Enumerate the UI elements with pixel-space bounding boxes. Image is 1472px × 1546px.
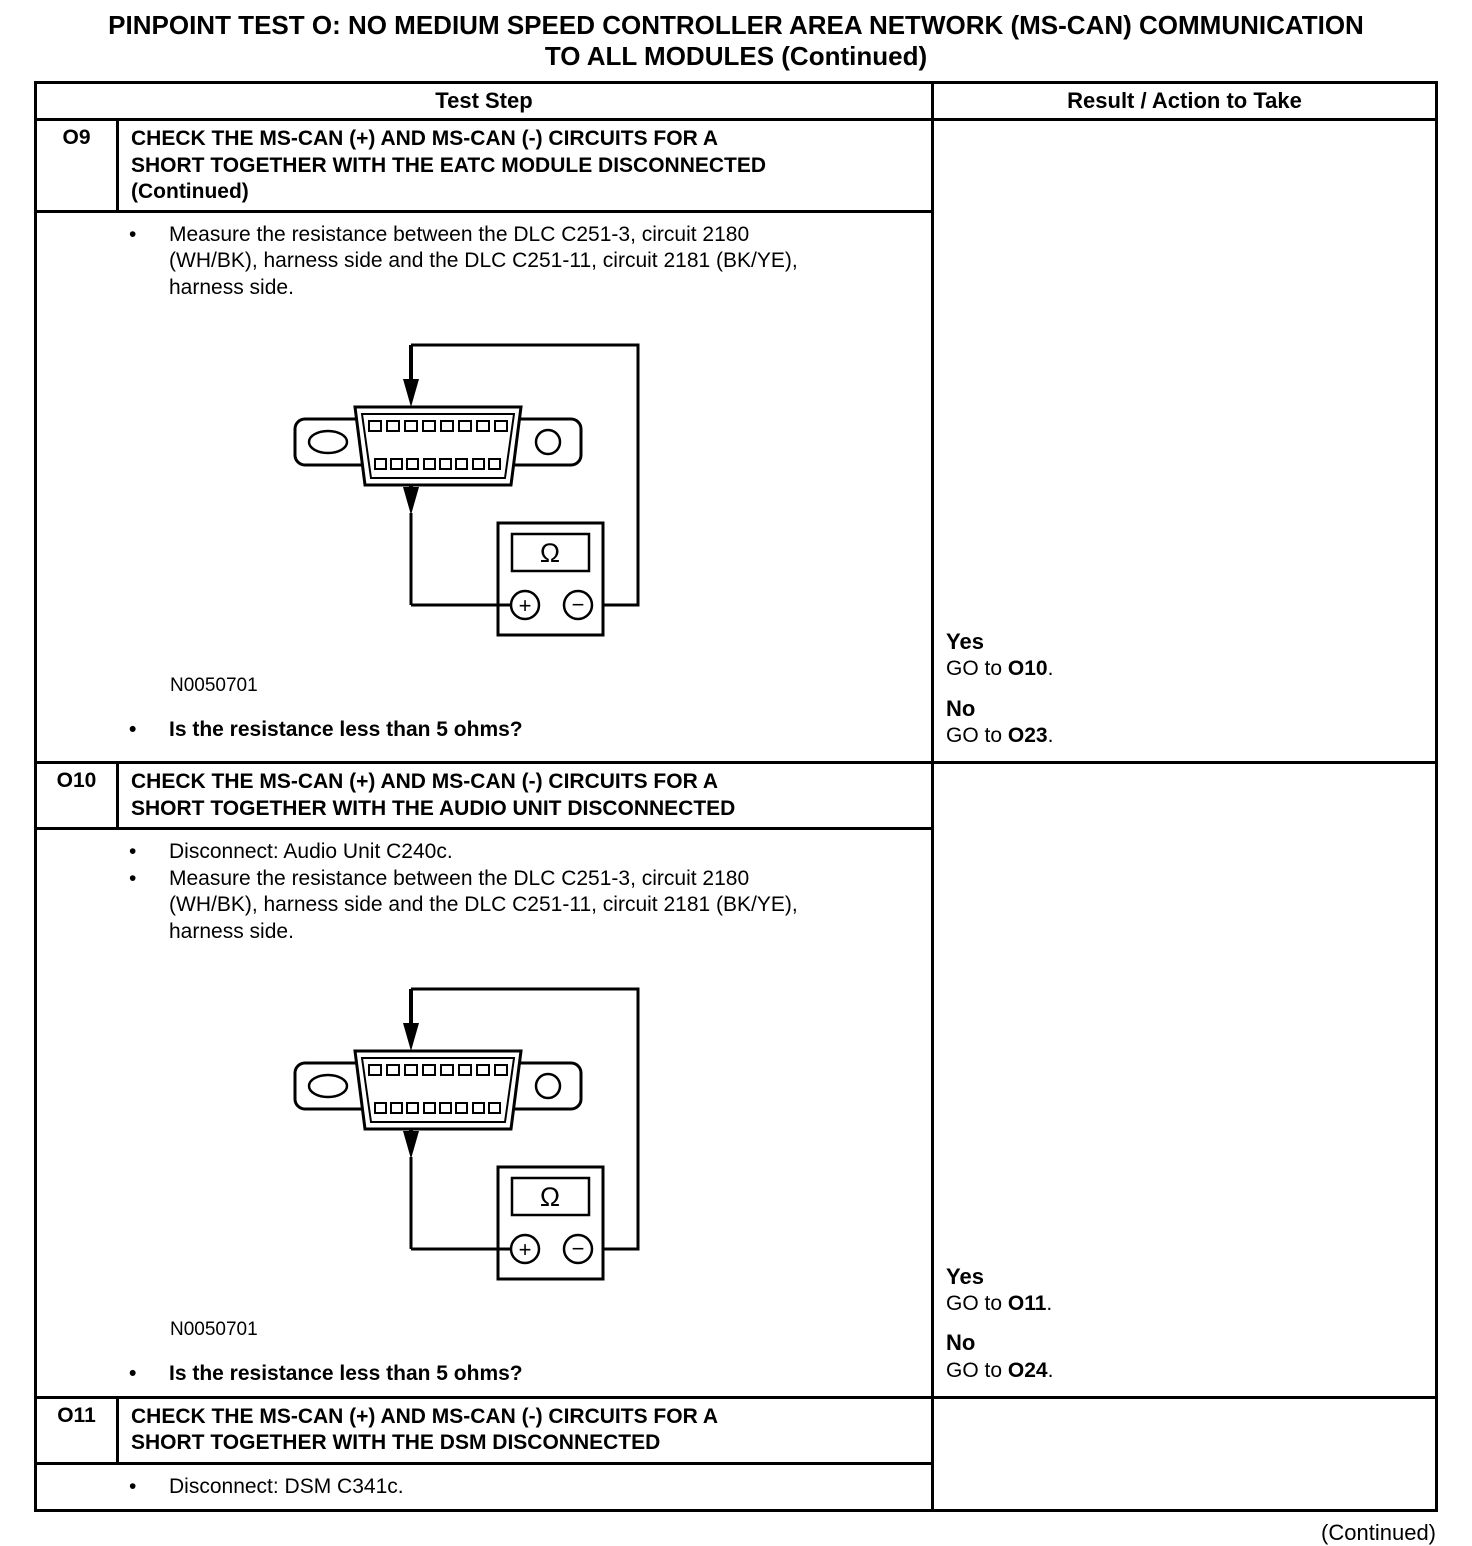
- step-id: O10: [37, 764, 119, 827]
- step-title: CHECK THE MS-CAN (+) AND MS-CAN (-) CIRCUITS FOR A SHORT TOGETHER WITH THE AUDIO UNIT DISCONNECTED: [131, 770, 736, 820]
- dlc-connector: [295, 1051, 581, 1129]
- bullet-icon: •: [129, 867, 137, 891]
- action-step-ref: O10: [1007, 657, 1048, 681]
- action-text: .: [1047, 724, 1054, 748]
- mounting-hole-icon: [536, 1074, 560, 1098]
- bullet-icon: •: [129, 717, 137, 741]
- page-title-line2: TO ALL MODULES (Continued): [544, 40, 928, 71]
- question-text: Is the resistance less than 5 ohms?: [169, 1361, 523, 1385]
- continued-footer: (Continued): [1321, 1519, 1436, 1545]
- ohm-symbol: Ω: [539, 1181, 561, 1212]
- action-text: GO to: [946, 724, 1008, 748]
- question-bullet: [129, 1361, 913, 1387]
- minus-terminal-label: −: [571, 1235, 585, 1261]
- action-text: .: [1047, 657, 1054, 681]
- result-action: [946, 655, 1423, 682]
- result-verdict: Yes: [946, 1263, 984, 1289]
- pinpoint-test-table: [34, 81, 1438, 1512]
- test-step-cell: [37, 121, 934, 761]
- ohm-symbol: Ω: [539, 537, 561, 568]
- bottom-probe-arrow-icon: [403, 1131, 419, 1159]
- bullet-icon: •: [129, 1474, 137, 1498]
- instruction-text: Measure the resistance between the DLC C251-3, circuit 2180 (WH/BK), harness side and the DLC C251-11, circuit 2181 (BK/YE), harness side.: [169, 223, 798, 299]
- instruction-bullet: [129, 1474, 913, 1500]
- bullet-icon: •: [129, 1361, 137, 1385]
- minus-terminal-label: −: [571, 591, 585, 617]
- test-step-row-o10: [37, 761, 1435, 1396]
- action-step-ref: O23: [1007, 724, 1048, 748]
- step-title: CHECK THE MS-CAN (+) AND MS-CAN (-) CIRCUITS FOR A SHORT TOGETHER WITH THE EATC MODULE DISCONNECTED (Continued): [131, 127, 767, 203]
- col-header-test-step: Test Step: [37, 84, 934, 118]
- step-title: CHECK THE MS-CAN (+) AND MS-CAN (-) CIRCUITS FOR A SHORT TOGETHER WITH THE DSM DISCONNECTED: [131, 1405, 718, 1455]
- action-step-ref: O24: [1007, 1358, 1048, 1382]
- test-step-cell: [37, 764, 934, 1396]
- dlc-ohmmeter-figure: [283, 967, 913, 1317]
- result-verdict: Yes: [946, 628, 984, 654]
- result-action: [946, 722, 1423, 749]
- result-verdict: No: [946, 1330, 976, 1356]
- instruction-bullet: [129, 222, 913, 301]
- result-action: [946, 1290, 1423, 1317]
- page-title: [34, 10, 1438, 71]
- instruction-text: Disconnect: DSM C341c.: [169, 1474, 404, 1498]
- figure-label: N0050701: [170, 1318, 258, 1340]
- top-probe-arrow-icon: [403, 1023, 419, 1051]
- dlc-ohmmeter-diagram: [283, 967, 713, 1312]
- test-step-cell: [37, 1399, 934, 1509]
- bullet-icon: •: [129, 839, 137, 863]
- result-no: [946, 1329, 1423, 1384]
- result-cell: [934, 1399, 1435, 1509]
- result-action: [946, 1357, 1423, 1384]
- plus-terminal-label: +: [518, 592, 532, 618]
- result-yes: [946, 1263, 1423, 1318]
- top-probe-arrow-icon: [403, 379, 419, 407]
- action-text: .: [1046, 1292, 1053, 1315]
- action-text: .: [1047, 1358, 1054, 1382]
- instruction-text: Measure the resistance between the DLC C251-3, circuit 2180 (WH/BK), harness side and the DLC C251-11, circuit 2181 (BK/YE), harness side.: [169, 867, 798, 943]
- dlc-ohmmeter-diagram: [283, 323, 713, 668]
- dlc-connector: [295, 407, 581, 485]
- result-yes: [946, 628, 1423, 683]
- mounting-slot-icon: [309, 1075, 347, 1097]
- table-header-row: [37, 84, 1435, 121]
- dlc-ohmmeter-figure: [283, 323, 913, 673]
- question-bullet: [129, 717, 913, 743]
- action-text: GO to: [946, 1292, 1008, 1315]
- action-step-ref: O11: [1007, 1292, 1047, 1315]
- action-text: GO to: [946, 1358, 1008, 1382]
- result-verdict: No: [946, 695, 976, 721]
- figure-label: N0050701: [170, 674, 258, 696]
- plus-terminal-label: +: [518, 1236, 532, 1262]
- result-cell: [934, 764, 1435, 1396]
- step-id: O9: [37, 121, 119, 210]
- col-header-result: Result / Action to Take: [1067, 88, 1302, 114]
- bullet-icon: •: [129, 223, 137, 247]
- action-text: GO to: [946, 657, 1008, 681]
- bottom-probe-arrow-icon: [403, 487, 419, 515]
- test-step-row-o9: [37, 121, 1435, 761]
- mounting-slot-icon: [309, 431, 347, 453]
- instruction-bullet: [129, 866, 913, 945]
- instruction-text: Disconnect: Audio Unit C240c.: [169, 839, 453, 863]
- page-title-line1: PINPOINT TEST O: NO MEDIUM SPEED CONTROLLER AREA NETWORK (MS-CAN) COMMUNICATION: [108, 10, 1364, 40]
- step-id: O11: [37, 1399, 119, 1462]
- result-cell: [934, 121, 1435, 761]
- mounting-hole-icon: [536, 430, 560, 454]
- result-no: [946, 695, 1423, 750]
- question-text: Is the resistance less than 5 ohms?: [169, 717, 523, 741]
- test-step-row-o11: [37, 1396, 1435, 1509]
- instruction-bullet: [129, 839, 913, 865]
